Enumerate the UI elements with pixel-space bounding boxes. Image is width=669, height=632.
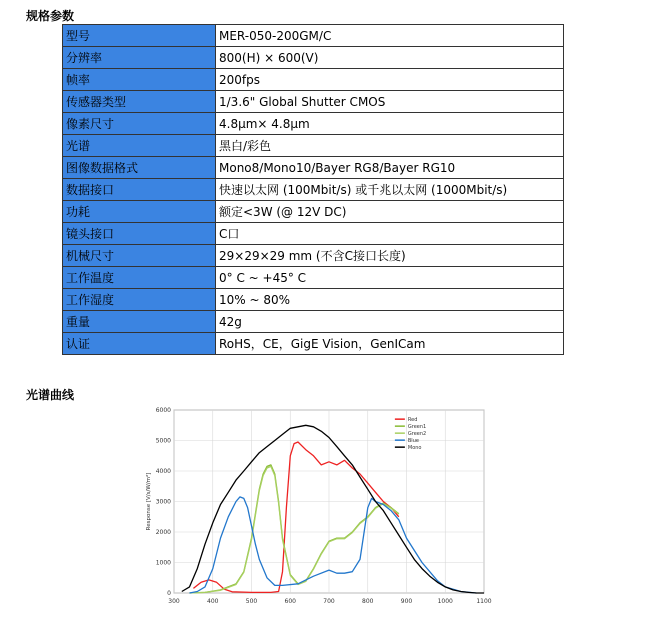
spec-row (63, 113, 564, 135)
x-tick-label: 400 (207, 598, 219, 605)
spec-label: 工作湿度 (63, 289, 216, 311)
legend-label: Red (407, 417, 418, 424)
spec-row (63, 25, 564, 47)
spec-value: 42g (216, 311, 564, 333)
legend-label: Green2 (407, 431, 427, 438)
spec-label: 数据接口 (63, 179, 216, 201)
spec-row (63, 91, 564, 113)
x-tick-label: 700 (323, 598, 335, 605)
spec-value: Mono8/Mono10/Bayer RG8/Bayer RG10 (216, 157, 564, 179)
spec-value: RoHS，CE，GigE Vision，GenICam (216, 333, 564, 355)
x-tick-label: 1100 (476, 598, 492, 605)
spec-label: 型号 (63, 25, 216, 47)
y-tick-label: 2000 (155, 529, 171, 536)
spec-label: 传感器类型 (63, 91, 216, 113)
spec-table (62, 24, 564, 355)
legend-label: Mono (407, 445, 422, 452)
spec-value: C口 (216, 223, 564, 245)
x-tick-label: 1000 (437, 598, 453, 605)
y-tick-label: 3000 (155, 498, 171, 506)
curve-section-title: 光谱曲线 (26, 388, 75, 402)
spec-value: 0° C ~ +45° C (216, 267, 564, 289)
spec-value: 200fps (216, 69, 564, 91)
x-tick-label: 500 (245, 598, 258, 605)
spec-label: 分辨率 (63, 47, 216, 69)
spec-value: MER-050-200GM/C (216, 25, 564, 47)
spec-label: 机械尺寸 (63, 245, 216, 267)
spec-row (63, 179, 564, 201)
y-tick-label: 5000 (155, 437, 171, 445)
spec-value: 29×29×29 mm (不含C接口长度) (216, 245, 564, 267)
spec-row (63, 289, 564, 311)
spec-value: 800(H) × 600(V) (216, 47, 564, 69)
spec-value: 4.8μm× 4.8μm (216, 113, 564, 135)
spec-row (63, 69, 564, 91)
spec-row (63, 267, 564, 289)
y-tick-label: 6000 (155, 407, 171, 414)
legend-label: Blue (407, 438, 419, 445)
y-tick-label: 1000 (155, 559, 171, 567)
spec-label: 帧率 (63, 69, 216, 91)
spectral-response-chart (140, 402, 500, 617)
x-tick-label: 800 (362, 598, 374, 605)
spec-value: 黑白/彩色 (216, 135, 564, 157)
spec-section-title: 规格参数 (26, 9, 75, 23)
x-tick-label: 300 (168, 598, 180, 605)
x-tick-label: 900 (400, 598, 413, 605)
legend-label: Green1 (407, 424, 427, 431)
spec-row (63, 135, 564, 157)
spec-label: 像素尺寸 (63, 113, 216, 135)
spec-row (63, 311, 564, 333)
spec-row (63, 157, 564, 179)
spec-label: 图像数据格式 (63, 157, 216, 179)
spec-value: 额定<3W (@ 12V DC) (216, 201, 564, 223)
spec-value: 1/3.6" Global Shutter CMOS (216, 91, 564, 113)
spec-label: 认证 (63, 333, 216, 355)
spec-row (63, 47, 564, 69)
spec-label: 功耗 (63, 201, 216, 223)
y-axis-label: Response [V/s/W/m²] (146, 472, 152, 531)
spec-value: 快速以太网 (100Mbit/s) 或千兆以太网 (1000Mbit/s) (216, 179, 564, 201)
spec-row (63, 245, 564, 267)
y-tick-label: 4000 (155, 468, 171, 475)
spec-label: 镜头接口 (63, 223, 216, 245)
spec-row (63, 333, 564, 355)
spec-label: 光谱 (63, 135, 216, 157)
spec-label: 重量 (63, 311, 216, 333)
spec-label: 工作温度 (63, 267, 216, 289)
x-tick-label: 600 (284, 598, 296, 605)
y-tick-label: 0 (167, 590, 171, 597)
spec-row (63, 223, 564, 245)
spec-row (63, 201, 564, 223)
spec-value: 10% ~ 80% (216, 289, 564, 311)
